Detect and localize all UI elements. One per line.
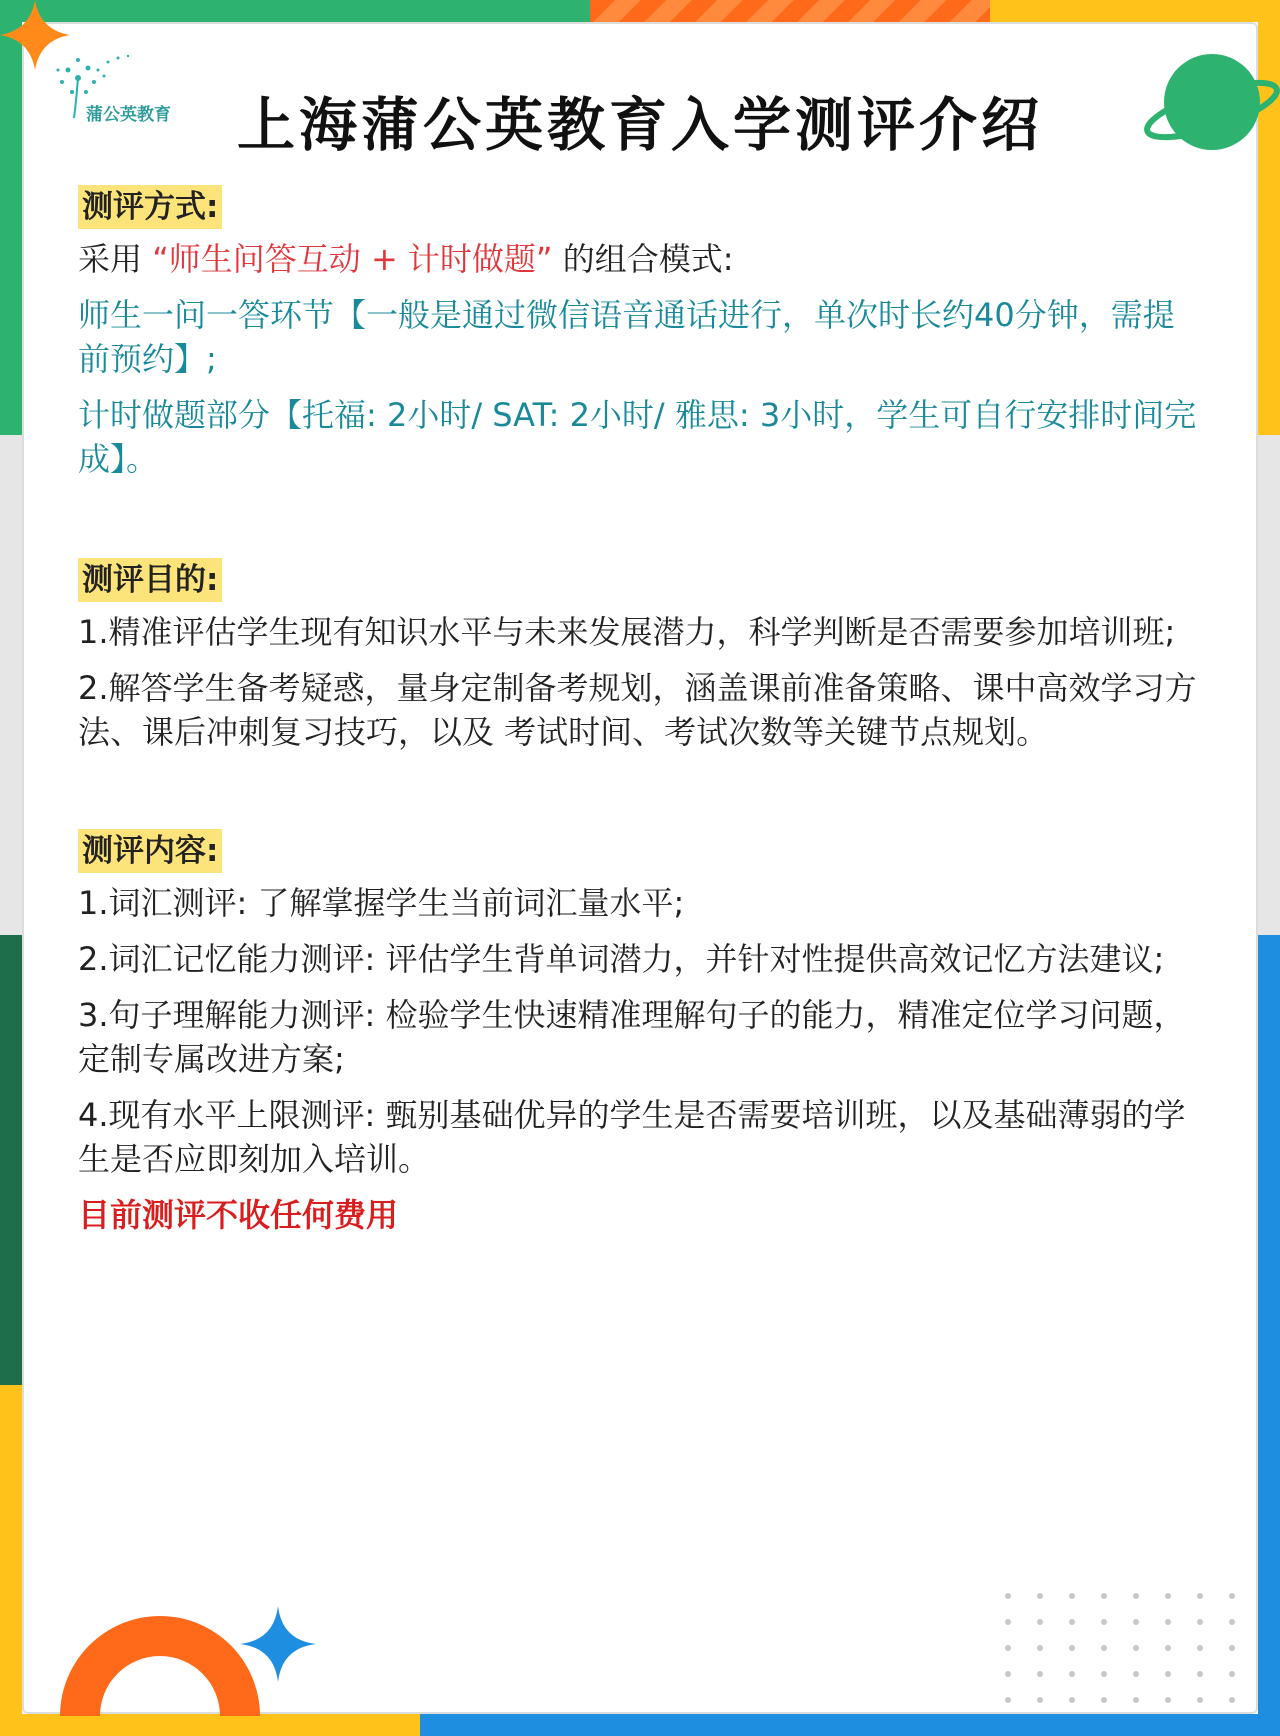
method-item: 师生一问一答环节【一般是通过微信语音通话进行，单次时长约40分钟，需提前预约】; (78, 296, 1175, 378)
frame-top-yellow (990, 0, 1280, 22)
method-intro-suffix: 的组合模式: (562, 240, 734, 278)
frame-left-grey (0, 435, 22, 935)
frame-bottom-blue (420, 1714, 1280, 1736)
frame-left-yellow (0, 1385, 22, 1736)
frame-top-orange (590, 0, 990, 22)
method-intro-highlight: “师生问答互动 + 计时做题” (152, 240, 553, 278)
content-item: 3.句子理解能力测评: 检验学生快速精准理解句子的能力，精准定位学习问题，定制专属改进方案; (78, 996, 1186, 1078)
frame-left-darkgreen (0, 935, 22, 1385)
section-heading-content: 测评内容: (78, 829, 222, 873)
purpose-item: 2.解答学生备考疑惑，量身定制备考规划，涵盖课前准备策略、课中高效学习方法、课后冲刺复习技巧，以及 考试时间、考试次数等关键节点规划。 (78, 669, 1197, 751)
section-heading-purpose: 测评目的: (78, 558, 222, 602)
method-item: 计时做题部分【托福: 2小时/ SAT: 2小时/ 雅思: 3小时，学生可自行安排时间完成】。 (78, 396, 1197, 478)
frame-bottom-yellow (0, 1714, 420, 1736)
frame-top-green (0, 0, 590, 22)
main-content (78, 184, 1203, 1249)
content-item: 1.词汇测评: 了解掌握学生当前词汇量水平; (78, 884, 685, 922)
content-item: 4.现有水平上限测评: 甄别基础优异的学生是否需要培训班，以及基础薄弱的学生是否应即刻加入培训。 (78, 1096, 1186, 1178)
frame-right-blue (1258, 935, 1280, 1736)
logo-text: 蒲公英教育 (86, 105, 171, 125)
purpose-item: 1.精准评估学生现有知识水平与未来发展潜力，科学判断是否需要参加培训班; (78, 613, 1176, 651)
section-heading-method: 测评方式: (78, 185, 222, 229)
dot-grid-icon (1000, 1590, 1240, 1710)
method-intro (78, 237, 1203, 281)
arch-icon (60, 1598, 260, 1716)
star-icon (240, 1606, 316, 1682)
frame-right-grey (1258, 435, 1280, 935)
page-title: 上海蒲公英教育入学测评介绍 (236, 91, 1043, 159)
method-intro-prefix: 采用 (78, 240, 143, 278)
fee-notice: 目前测评不收任何费用 (78, 1196, 399, 1234)
content-item: 2.词汇记忆能力测评: 评估学生背单词潜力，并针对性提供高效记忆方法建议; (78, 940, 1165, 978)
